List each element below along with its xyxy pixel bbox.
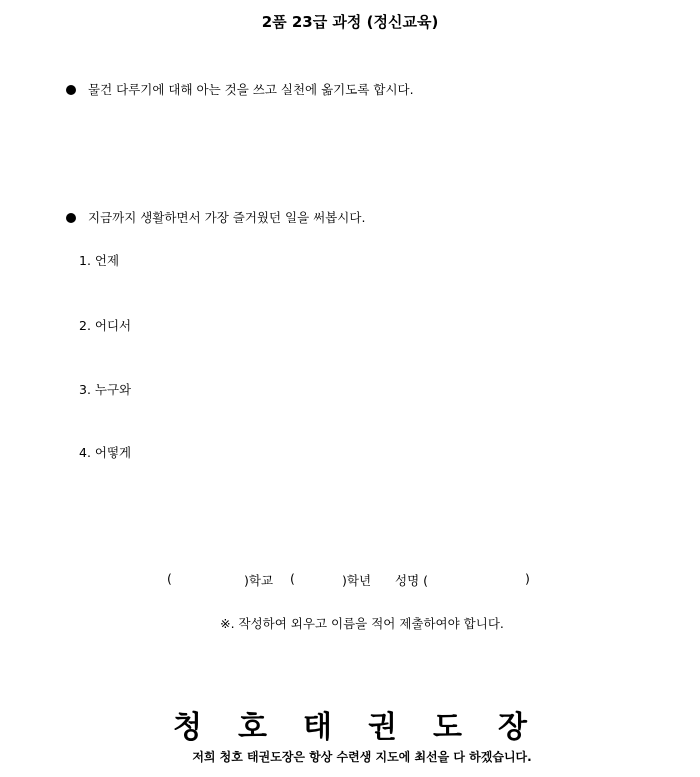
grade-label: )학년	[342, 573, 372, 588]
school-label: )학교	[244, 573, 274, 588]
item-how: 4. 어떻게	[79, 445, 132, 460]
name-label: 성명 (	[395, 573, 429, 588]
dojang-name: 청호태권도장	[173, 710, 563, 745]
item-where: 2. 어디서	[79, 318, 132, 333]
question-1	[66, 80, 414, 98]
dojang-slogan: 저희 청호 태권도장은 항상 수련생 지도에 최선을 다 하겠습니다.	[192, 750, 532, 764]
school-open-paren: (	[167, 571, 172, 586]
question-2	[66, 208, 365, 226]
page-title: 2품 23급 과정 (정신교육)	[261, 13, 439, 31]
submission-note: ※. 작성하여 외우고 이름을 적어 제출하여야 합니다.	[220, 616, 504, 631]
question-1-text: 물건 다루기에 대해 아는 것을 쓰고 실천에 옮기도록 합시다.	[88, 82, 414, 97]
item-with-whom: 3. 누구와	[79, 382, 132, 397]
name-close-paren: )	[525, 571, 530, 586]
bullet-icon	[66, 85, 76, 95]
item-when: 1. 언제	[79, 253, 120, 268]
question-2-text: 지금까지 생활하면서 가장 즐거웠던 일을 써봅시다.	[88, 210, 366, 225]
bullet-icon	[66, 213, 76, 223]
grade-open-paren: (	[290, 571, 295, 586]
